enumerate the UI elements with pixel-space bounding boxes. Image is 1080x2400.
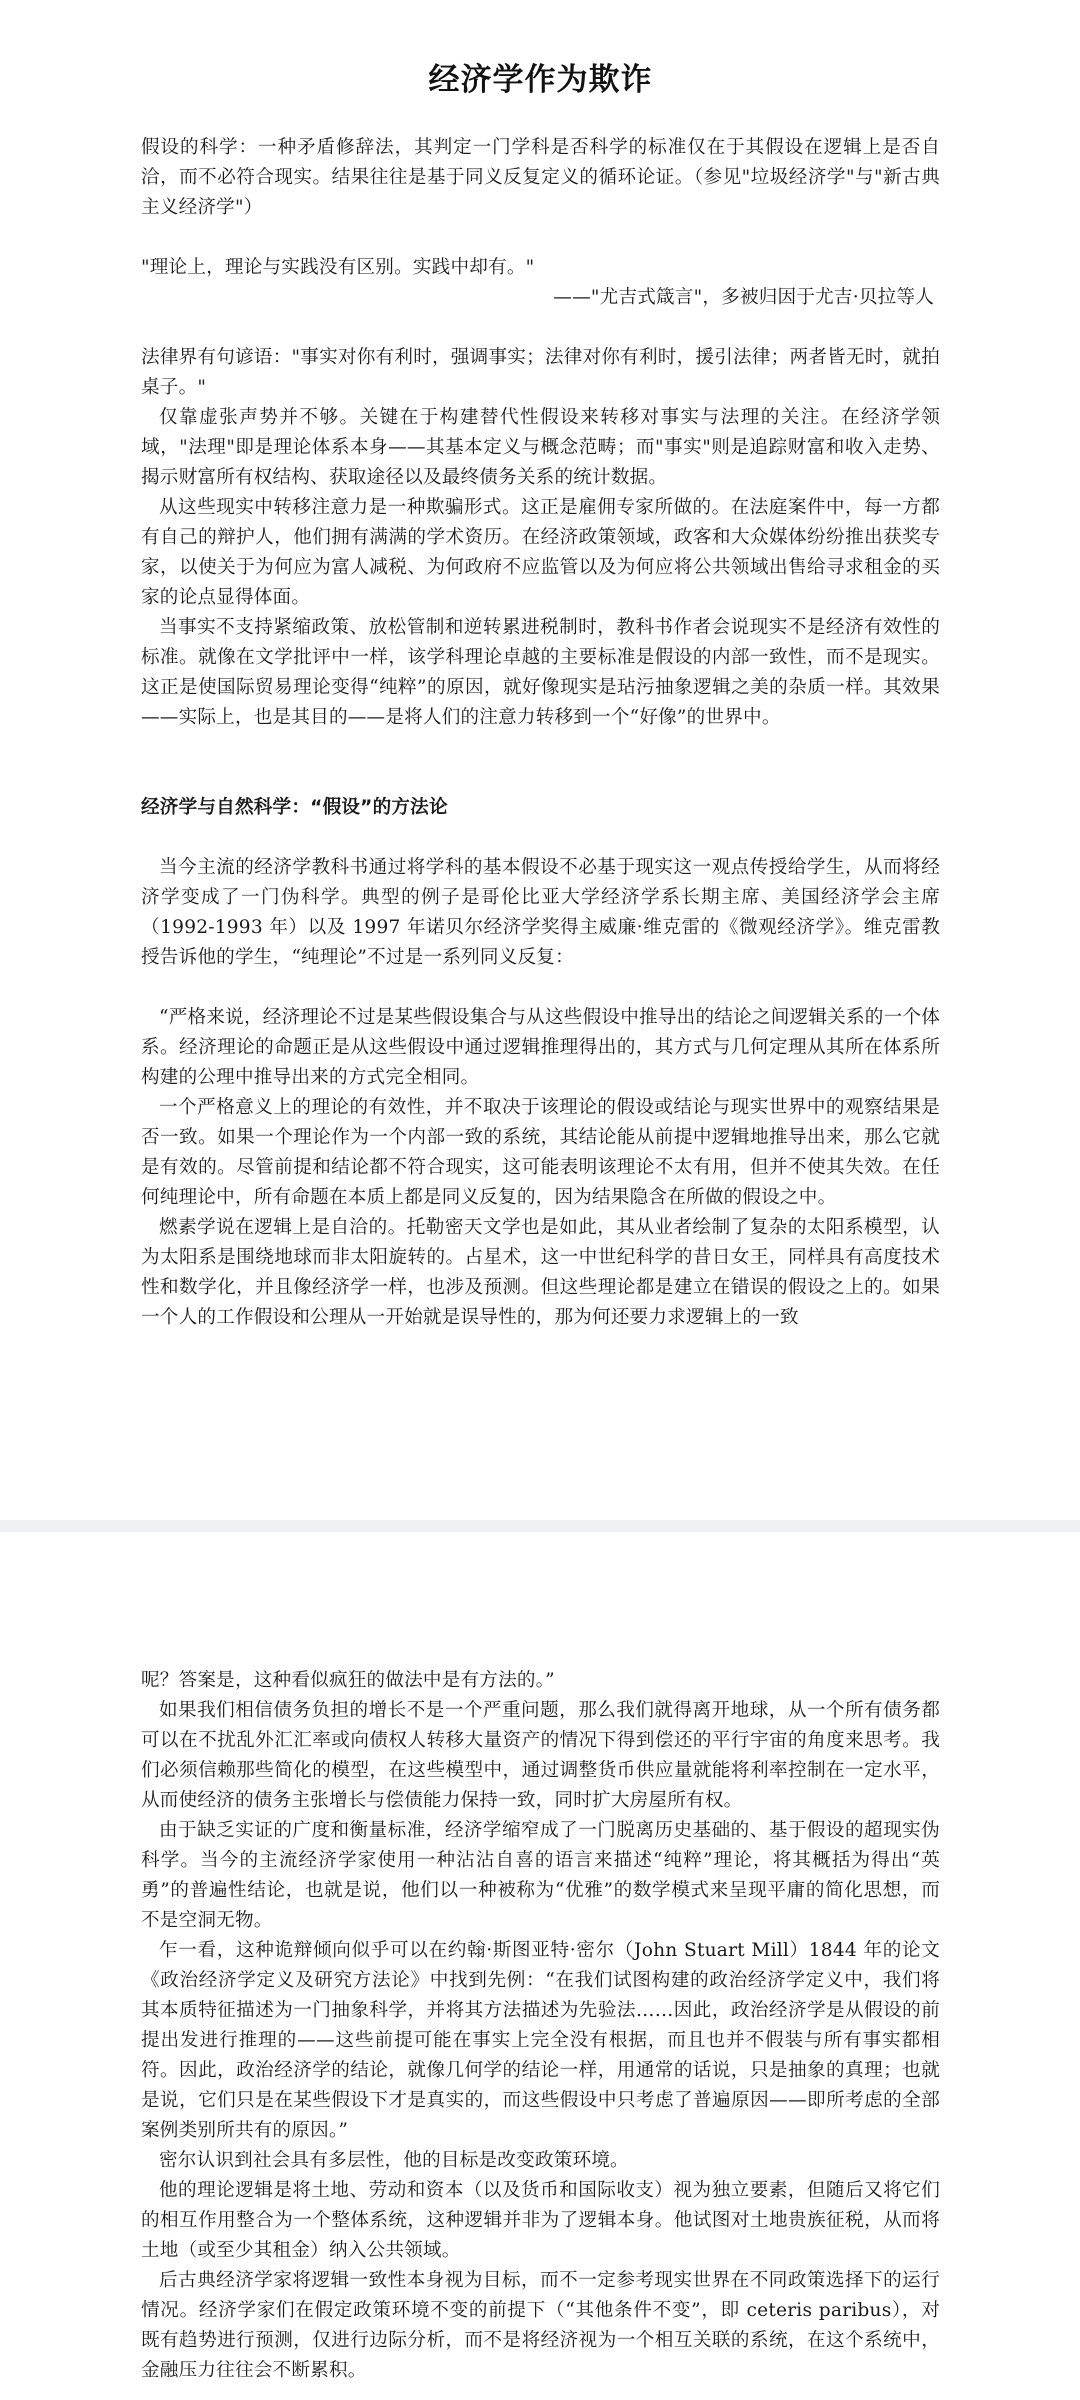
paragraph: 他的理论逻辑是将土地、劳动和资本（以及货币和国际收支）视为独立要素，但随后又将它们的相互作用整合为一个整体系统，这种逻辑并非为了逻辑本身。他试图对土地贵族征税，从而将土地（或至少其租金）纳入公共领域。 xyxy=(141,2180,940,2261)
paragraph: 后古典经济学家将逻辑一致性本身视为目标，而不一定参考现实世界在不同政策选择下的运行情况。经济学家们在假定政策环境不变的前提下（“其他条件不变”，即 ceteris paribus），对既有趋势进行预测，仅进行边际分析，而不是将经济视为一个相互关联的系统，在这个系统中，金融压力往往会不断累积。 xyxy=(141,2270,940,2381)
paragraph: 法律界有句谚语："事实对你有利时，强调事实；法律对你有利时，援引法律；两者皆无时，就拍桌子。" xyxy=(141,347,940,398)
paragraph: 从这些现实中转移注意力是一种欺骗形式。这正是雇佣专家所做的。在法庭案件中，每一方都有自己的辩护人，他们拥有满满的学术资历。在经济政策领域，政客和大众媒体纷纷推出获奖专家，以使关于为何应为富人减税、为何政府不应监管以及为何应将公共领域出售给寻求租金的买家的论点显得体面。 xyxy=(141,497,940,608)
epigraph-attribution: ——"尤吉式箴言"，多被归因于尤吉·贝拉等人 xyxy=(553,287,934,308)
epigraph-quote: "理论上，理论与实践没有区别。实践中却有。" xyxy=(141,257,535,278)
paragraph: 由于缺乏实证的广度和衡量标准，经济学缩窄成了一门脱离历史基础的、基于假设的超现实伪科学。当今的主流经济学家使用一种沾沾自喜的语言来描述“纯粹”理论，将其概括为得出“英勇”的普遍性结论，也就是说，他们以一种被称为“优雅”的数学模式来呈现平庸的简化思想，而不是空洞无物。 xyxy=(141,1820,940,1931)
paragraph: 当今主流的经济学教科书通过将学科的基本假设不必基于现实这一观点传授给学生，从而将经济学变成了一门伪科学。典型的例子是哥伦比亚大学经济学系长期主席、美国经济学会主席（1992-1993 年）以及 1997 年诺贝尔经济学奖得主威廉·维克雷的《微观经济学》。维克雷教授告诉他的学生，“纯理论”不过是一系列同义反复： xyxy=(141,857,940,968)
paragraph: 乍一看，这种诡辩倾向似乎可以在约翰·斯图亚特·密尔（John Stuart Mill）1844 年的论文《政治经济学定义及研究方法论》中找到先例：“在我们试图构建的政治经济学定义中，我们将其本质特征描述为一门抽象科学，并将其方法描述为先验法……因此，政治经济学是从假设的前提出发进行推理的——这些前提可能在事实上完全没有根据，而且也并不假装与所有事实都相符。因此，政治经济学的结论，就像几何学的结论一样，用通常的话说，只是抽象的真理；也就是说，它们只是在某些假设下才是真实的，而这些假设中只考虑了普遍原因——即所考虑的全部案例类别所共有的原因。” xyxy=(141,1940,940,2141)
definition-paragraph: 假设的科学：一种矛盾修辞法，其判定一门学科是否科学的标准仅在于其假设在逻辑上是否自洽，而不必符合现实。结果往往是基于同义反复定义的循环论证。（参见"垃圾经济学"与"新古典主义经济学"） xyxy=(141,137,940,218)
document-title: 经济学作为欺诈 xyxy=(428,62,653,98)
paragraph: 如果我们相信债务负担的增长不是一个严重问题，那么我们就得离开地球，从一个所有债务都可以在不扰乱外汇汇率或向债权人转移大量资产的情况下得到偿还的平行宇宙的角度来思考。我们必须信赖那些简化的模型，在这些模型中，通过调整货币供应量就能将利率控制在一定水平，从而使经济的债务主张增长与偿债能力保持一致，同时扩大房屋所有权。 xyxy=(141,1700,940,1811)
paragraph: 当事实不支持紧缩政策、放松管制和逆转累进税制时，教科书作者会说现实不是经济有效性的标准。就像在文学批评中一样，该学科理论卓越的主要标准是假设的内部一致性，而不是现实。这正是使国际贸易理论变得“纯粹”的原因，就好像现实是玷污抽象逻辑之美的杂质一样。其效果——实际上，也是其目的——是将人们的注意力转移到一个“好像”的世界中。 xyxy=(141,617,940,728)
paragraph: 燃素学说在逻辑上是自洽的。托勒密天文学也是如此，其从业者绘制了复杂的太阳系模型，认为太阳系是围绕地球而非太阳旋转的。占星术，这一中世纪科学的昔日女王，同样具有高度技术性和数学化，并且像经济学一样，也涉及预测。但这些理论都是建立在错误的假设之上的。如果一个人的工作假设和公理从一开始就是误导性的，那为何还要力求逻辑上的一致 xyxy=(141,1217,940,1328)
block-quote-paragraph: “严格来说，经济理论不过是某些假设集合与从这些假设中推导出的结论之间逻辑关系的一个体系。经济理论的命题正是从这些假设中通过逻辑推理得出的，其方式与几何定理从其所在体系所构建的公理中推导出来的方式完全相同。 xyxy=(141,1007,940,1088)
section-heading: 经济学与自然科学：“假设”的方法论 xyxy=(141,797,448,818)
paragraph: 密尔认识到社会具有多层性，他的目标是改变政策环境。 xyxy=(159,2150,629,2171)
paragraph: 呢？答案是，这种看似疯狂的做法中是有方法的。” xyxy=(141,1670,555,1691)
document-page-2 xyxy=(0,1532,1080,2400)
paragraph: 仅靠虚张声势并不够。关键在于构建替代性假设来转移对事实与法理的关注。在经济学领域，"法理"即是理论体系本身——其基本定义与概念范畴；而"事实"则是追踪财富和收入走势、揭示财富所有权结构、获取途径以及最终债务关系的统计数据。 xyxy=(141,407,940,488)
page-separator xyxy=(0,1520,1080,1532)
block-quote-paragraph: 一个严格意义上的理论的有效性，并不取决于该理论的假设或结论与现实世界中的观察结果是否一致。如果一个理论作为一个内部一致的系统，其结论能从前提中逻辑地推导出来，那么它就是有效的。尽管前提和结论都不符合现实，这可能表明该理论不太有用，但并不使其失效。在任何纯理论中，所有命题在本质上都是同义反复的，因为结果隐含在所做的假设之中。 xyxy=(141,1097,940,1208)
